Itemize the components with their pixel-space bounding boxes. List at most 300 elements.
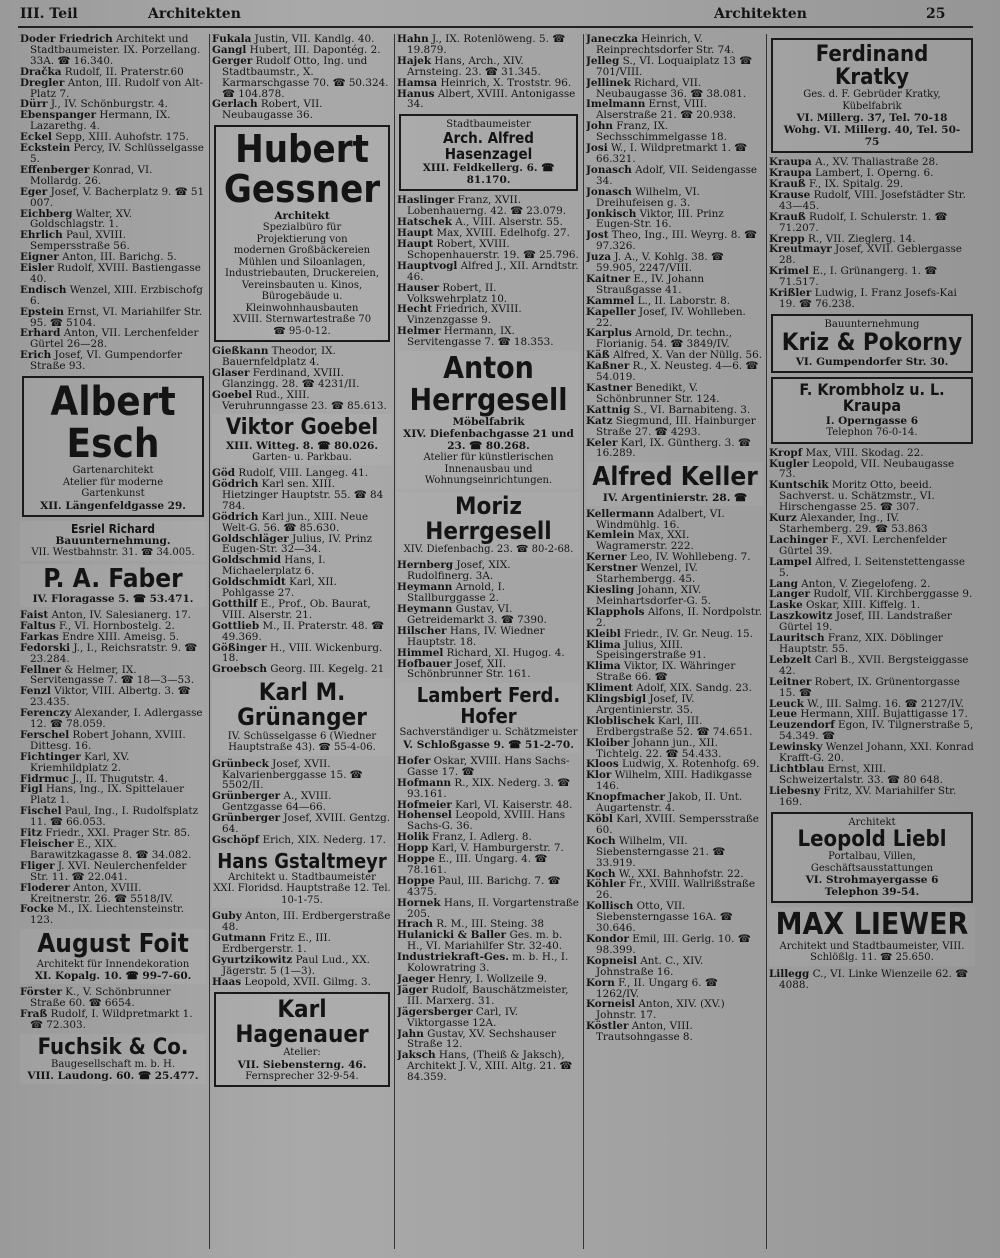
entry-details: Josef, V. Bacherplatz 9. ☎ 51 007. [30, 185, 205, 209]
entry-name: Kreutmayr [769, 243, 832, 256]
entry-details: E., IV. Johann Straußgasse 41. [596, 272, 705, 296]
entry-name: Eigner [20, 251, 59, 264]
ad-address: VI. Millerg. 37, Tel. 70-18 [796, 112, 948, 125]
entry-details: F., XVI. Lerchenfelder Gürtel 39. [779, 533, 947, 557]
entry-details: Leopold, XVII. Gilmg. 3. [241, 975, 371, 988]
directory-entry [397, 952, 580, 974]
column-4 [586, 34, 764, 1249]
ad-title: P. A. Faber [43, 563, 183, 594]
directory-entry [20, 904, 206, 926]
directory-entry [20, 328, 206, 350]
entry-name: Korn [586, 976, 615, 989]
entry-name: Groebsch [212, 663, 267, 676]
entry-details: Richard, XI. Hugog. 4. [443, 646, 565, 659]
entry-name: Ferenczy [20, 707, 72, 720]
directory-entry [212, 56, 392, 100]
advertisement-box [771, 812, 973, 904]
directory-entry [586, 694, 764, 716]
entry-name: Kraupa [769, 167, 812, 180]
entry-name: Hecht [397, 303, 433, 316]
entry-details: C., VI. Linke Wienzeile 62. ☎ 4088. [779, 967, 969, 991]
ad-title: Ferdinand Kratky [815, 42, 929, 91]
advertisement-box [769, 907, 975, 966]
entry-name: Janeczka [586, 34, 638, 45]
directory-entry [397, 261, 580, 283]
directory-entry [20, 209, 206, 231]
page-number: 25 [926, 6, 946, 22]
entry-name: Gödrich [212, 510, 259, 523]
entry-details: Rudolf, II. Praterstr.60 [61, 65, 184, 78]
entry-details: Franz, XVII. Lobenhauerng. 42. ☎ 23.079. [407, 194, 567, 218]
entry-details: Ant. C., XIV. Johnstraße 16. [596, 954, 704, 978]
entry-details: Heinrich, V. Reinprechtsdorfer Str. 74. [596, 34, 735, 56]
entry-details: S., VI. Barnabiteng. 3. [630, 403, 751, 416]
directory-entry [20, 187, 206, 209]
entry-details: Moritz Otto, beeid. Sachverst. u. Schätzmstr., VI. Hirschengasse 25. ☎ 307. [779, 479, 935, 514]
ad-subtitle: VII. Westbahnstr. 31. ☎ 34.005. [31, 547, 195, 559]
entry-name: Lebzelt [769, 653, 812, 666]
entry-details: Hans, IV. Wiedner Hauptstr. 18. [407, 624, 545, 648]
directory-entry [586, 416, 764, 438]
entry-details: Architekt und Stadtbaumeister. IX. Porzellang. 33A. ☎ 16.340. [30, 34, 201, 67]
entry-name: Hohensel [397, 809, 452, 822]
ad-subtitle: Ges. d. F. Gebrüder Kratky, Kübelfabrik [803, 89, 941, 112]
entry-details: A., XVIII. Gentzgasse 64—66. [222, 790, 332, 814]
entry-details: Friedr., XXI. Prager Str. 85. [42, 827, 191, 840]
ad-address: Möbelfabrik [452, 416, 525, 429]
entry-name: Lillegg [769, 967, 810, 980]
directory-entry [212, 555, 392, 577]
ad-title: Arch. Alfred Hasenzagel [443, 128, 534, 163]
entry-details: Percy, IV. Schlüsselgasse 5. [30, 142, 204, 165]
ad-subtitle: Garten- u. Parkbau. [252, 451, 352, 463]
entry-details: Paul Lud., XX. Jägerstr. 5 (1—3). [222, 954, 370, 977]
entry-details: Alfred J., XII. Arndtstr. 46. [407, 259, 579, 283]
column-2 [212, 34, 392, 1249]
entry-name: Lichtblau [769, 762, 825, 775]
entry-name: Lachinger [769, 533, 828, 546]
entry-details: Karl, VI. Kaiserstr. 48. [451, 798, 573, 811]
directory-entry [397, 560, 580, 582]
entry-name: Himmel [397, 646, 444, 659]
entry-details: Fritz, XV. Mariahilfer Str. 169. [779, 784, 957, 808]
entry-details: Anton, IV. Salesianerg. 17. [48, 608, 191, 621]
entry-details: Anton, XVIII. Kreitnerstr. 26. ☎ 5518/IV. [30, 881, 174, 905]
entry-details: Franz, IX. Sechsschimmelgasse 18. [596, 120, 727, 144]
entry-details: Alexander, I. Adlergasse 12. ☎ 78.059. [30, 707, 203, 731]
directory-entry [397, 854, 580, 876]
entry-name: Grünbeck [212, 757, 269, 770]
advertisement-box [397, 492, 580, 558]
entry-details: L., II. Laborstr. 8. [634, 294, 731, 307]
entry-details: Hans, Arch., XIV. Arnsteing. 23. ☎ 31.345. [407, 54, 541, 78]
entry-details: Josef, III. Landstraßer Gürtel 19. [779, 610, 952, 634]
entry-name: Laszkowitz [769, 610, 833, 623]
ad-subtitle: Projektierung von [256, 233, 348, 245]
directory-entry [212, 599, 392, 621]
directory-entry [586, 640, 764, 662]
advertisement-box [20, 521, 206, 561]
ad-subtitle: Sachverständiger u. Schätzmeister [399, 727, 578, 739]
entry-details: J., II. Thugutstr. 4. [68, 772, 169, 785]
entry-name: Hofbauer [397, 657, 452, 670]
entry-details: Robert, II. Volkswehrplatz 10. [407, 281, 508, 305]
entry-name: Josi [586, 142, 608, 155]
directory-entry [212, 577, 392, 599]
entry-details: M., II. Praterstr. 48. ☎ 49.369. [222, 619, 385, 643]
entry-name: Faist [20, 608, 49, 621]
directory-entry [212, 368, 392, 390]
entry-details: Rudolf, I. Schulerstr. 1. ☎ 71.207. [779, 210, 948, 234]
entry-name: Jaksch [397, 1049, 436, 1062]
directory-entry [20, 230, 206, 252]
entry-details: H., VIII. Wickenburg. 18. [222, 641, 383, 665]
entry-details: Julius, XIII. Speisingerstraße 91. [596, 638, 706, 662]
entry-details: Alfred, X. Van der Nüllg. 56. [609, 349, 763, 362]
directory-entry [397, 626, 580, 648]
directory-entry [397, 778, 580, 800]
entry-name: Hauptvogl [397, 259, 458, 272]
entry-details: Ludwig, X. Rotenhofg. 69. [618, 758, 760, 771]
entry-name: Hofer [397, 754, 431, 767]
ad-subtitle: Gartenkunst [81, 488, 145, 500]
directory-entry [20, 686, 206, 708]
entry-details: Fr., XVIII. Wallrißstraße 26. [596, 878, 756, 902]
ad-subtitle: Architekt u. Stadtbaumeister [228, 871, 376, 883]
entry-details: Rud., XIII. Veruhrunngasse 23. ☎ 85.613. [222, 388, 387, 412]
entry-details: J., IX. Rotenlöweng. 5. ☎ 19.879. [407, 34, 566, 56]
ad-subtitle: Architekt für Innendekoration [36, 958, 190, 970]
entry-name: Fidrmuc [20, 772, 69, 785]
entry-details: Leo, IV. Wohllebeng. 7. [626, 551, 751, 564]
directory-entry [397, 930, 580, 952]
entry-details: F., VI. Hornbostelg. 2. [55, 619, 175, 632]
directory-entry [586, 770, 764, 792]
entry-details: Ernst, XIII. Schweizertalstr. 33. ☎ 80 648. [779, 762, 943, 786]
entry-name: Hofmeier [397, 798, 452, 811]
directory-entry [212, 977, 392, 988]
entry-details: Adalbert, VI. Windmühlg. 16. [596, 507, 725, 531]
entry-name: Dračka [20, 65, 62, 78]
entry-details: Siegmund, III. Hainburger Straße 27. ☎ 4293. [596, 414, 756, 438]
directory-entry [769, 513, 975, 535]
directory-entry [397, 304, 580, 326]
entry-details: Walter, XV. Goldschlagstr. 1. [30, 207, 133, 231]
entry-name: Heymann [397, 581, 453, 594]
entry-details: Anton, XIV. (XV.) Johnstr. 17. [596, 998, 725, 1022]
entry-details: R., VII. Zieglerg. 14. [804, 232, 916, 245]
entry-name: Epstein [20, 305, 64, 318]
entry-name: Leuck [769, 697, 804, 710]
entry-name: Leue [769, 708, 798, 721]
entry-name: Hrach [397, 918, 433, 931]
directory-entry [397, 34, 580, 56]
entry-details: Egon, IV. Tilgnerstraße 5, 54.349. ☎ [779, 719, 974, 743]
entry-details: Ferdinand, XVIII. Glanzingg. 28. ☎ 4231/II. [222, 366, 360, 390]
directory-entry [769, 611, 975, 633]
page-header [0, 6, 1000, 26]
entry-details: Karl jun., XIII. Neue Welt-G. 56. ☎ 85.630. [222, 510, 369, 534]
entry-name: Gießkann [212, 345, 269, 358]
entry-details: Josef, IV. Wohlleben. 22. [596, 305, 746, 329]
directory-entry [586, 607, 764, 629]
entry-name: Kattnig [586, 403, 631, 416]
entry-details: F., II. Ungarg 6. ☎ 1262/IV. [596, 976, 718, 1000]
entry-details: R. M., III. Steing. 38 [432, 918, 545, 931]
directory-entry [586, 438, 764, 460]
ad-address: XIV. Diefenbachgasse 21 und 23. ☎ 80.268. [403, 428, 574, 453]
entry-details: Rudolf, VIII. Josefstädter Str. 43—45. [779, 188, 966, 212]
entry-name: Fitz [20, 827, 43, 840]
entry-name: Krauß [769, 178, 806, 190]
ad-title: Hans Gstaltmeyr [217, 848, 387, 873]
ad-address: VI. Strohmayergasse 6 [805, 874, 939, 887]
ad-subtitle: Atelier für moderne [62, 476, 164, 488]
entry-details: Karl, XV. Kriemhildplatz 2. [30, 750, 130, 774]
ad-title: Kriz & Pokorny [781, 328, 963, 357]
entry-name: Katz [586, 414, 613, 427]
ad-address: Wohg. VI. Millerg. 40, Tel. 50-75 [783, 124, 961, 149]
entry-details: Oskar, XIII. Kiffelg. 1. [802, 599, 921, 612]
ad-subtitle: ☎ 95-0-12. [273, 325, 331, 337]
entry-name: Klima [586, 660, 621, 673]
entry-details: Arnold, Dr. techn., Florianig. 54. ☎ 3849/IV. [596, 327, 733, 351]
directory-entry [586, 165, 764, 187]
entry-details: Ernst, VIII. Alserstraße 21. ☎ 20.938. [596, 98, 737, 122]
entry-details: Josef, XVII. Kalvarienberggasse 15. ☎ 5502/II. [222, 757, 363, 792]
directory-entry [769, 288, 975, 310]
entry-details: Josef, XII. Schönbrunner Str. 161. [407, 657, 531, 681]
directory-entry [20, 752, 206, 774]
entry-name: Lewinsky [769, 741, 823, 754]
entry-name: Grünberger [212, 812, 281, 825]
directory-entry [212, 933, 392, 955]
entry-name: Figl [20, 783, 43, 796]
directory-entry [397, 985, 580, 1007]
directory-entry [586, 307, 764, 329]
entry-details: Robert, IX. Grünentorgasse 15. ☎ [779, 675, 960, 699]
entry-details: Franz, XIX. Döblinger Hauptstr. 55. [779, 632, 943, 655]
directory-entry [586, 1021, 764, 1043]
entry-details: Robert, XVIII. Schopenhauerstr. 19. ☎ 25.796. [407, 237, 579, 261]
directory-entry [397, 195, 580, 217]
directory-entry [586, 956, 764, 978]
ad-title: MAX LIEWER [775, 907, 969, 943]
entry-name: Göd [212, 467, 236, 480]
entry-name: Goebel [212, 388, 253, 401]
entry-name: Ferschel [20, 728, 70, 741]
entry-name: Koch [586, 867, 616, 880]
directory-entry [586, 361, 764, 383]
directory-entry [769, 764, 975, 786]
directory-entry [586, 56, 764, 78]
entry-details: Anton, VIII. Trautsohngasse 8. [596, 1020, 693, 1044]
directory-entry [769, 655, 975, 677]
ad-subtitle: Fernsprecher 32-9-54. [245, 1070, 359, 1082]
directory-entry [20, 165, 206, 187]
directory-entry [397, 56, 580, 78]
directory-entry [397, 326, 580, 348]
ad-address: IV. Floragasse 5. ☎ 53.471. [32, 592, 194, 605]
ad-title: Moriz Herrgesell [425, 491, 552, 545]
entry-details: Robert Johann, XVIII. Dittesg. 16. [30, 728, 186, 752]
directory-entry [586, 187, 764, 209]
directory-entry [586, 274, 764, 296]
entry-details: Richard, VII. Neubaugasse 36. ☎ 38.081. [596, 76, 747, 100]
ad-address: XII. Längenfeldgasse 29. [40, 499, 186, 512]
ad-title: F. Krombholz u. L. Kraupa [799, 379, 945, 416]
ad-title: Alfred Keller [592, 462, 758, 493]
entry-name: Förster [20, 986, 62, 999]
entry-details: Hans, I. Michaelerplatz 6. [222, 554, 326, 578]
ad-address: Architekt [274, 210, 330, 223]
directory-entry [769, 535, 975, 557]
entry-name: Gotthilf [212, 597, 258, 610]
entry-name: Koch [586, 834, 616, 847]
directory-entry [20, 883, 206, 905]
directory-entry [586, 34, 764, 56]
entry-details: Paul, III. Barichg. 7. ☎ 4375. [407, 874, 561, 898]
entry-name: Kleibl [586, 627, 621, 640]
directory-entry [586, 121, 764, 143]
ad-title: Albert Esch [50, 379, 176, 468]
entry-name: Kiesling [586, 583, 635, 596]
directory-entry [586, 901, 764, 934]
advertisement-box [399, 114, 578, 191]
entry-name: Farkas [20, 630, 59, 643]
entry-details: Paul, XVIII. Sempersstraße 56. [30, 229, 130, 253]
entry-details: Josef, XVII. Geblergasse 28. [779, 243, 962, 267]
entry-details: Adolf, XIX. Sandg. 23. [632, 682, 752, 695]
directory-entry [586, 792, 764, 814]
entry-name: Kaßner [586, 360, 630, 373]
entry-details: Viktor, VIII. Albertg. 3. ☎ 23.435. [30, 685, 191, 709]
advertisement-box [212, 414, 392, 465]
entry-name: Lang [769, 577, 798, 590]
ad-subtitle: Architekt [848, 816, 896, 828]
entry-name: Fischel [20, 805, 62, 818]
advertisement-box [212, 849, 392, 909]
column-5 [769, 34, 975, 1249]
entry-details: Anton, VII. Lerchenfelder Gürtel 26—28. [30, 327, 199, 351]
ad-subtitle: Bauunternehmung [824, 318, 920, 330]
running-title-left: Architekten [148, 6, 241, 22]
advertisement-box [771, 314, 973, 373]
entry-name: Hajek [397, 54, 432, 67]
entry-name: Eger [20, 185, 48, 198]
advertisement-box [397, 351, 580, 489]
entry-name: Kloiber [586, 736, 630, 749]
ad-title: Leopold Liebl [797, 827, 947, 853]
entry-details: Gustav, VI. Getreidemarkt 3. ☎ 7390. [407, 603, 547, 626]
ad-address: XIII. Feldkellerg. 6. ☎ 81.170. [422, 162, 555, 187]
entry-details: Josef, IV. Argentinierstr. 35. [596, 693, 695, 716]
directory-entry [212, 479, 392, 512]
directory-entry [20, 730, 206, 752]
entry-name: Liebesny [769, 784, 821, 797]
entry-name: Gerlach [212, 98, 258, 111]
entry-name: Goldschmidt [212, 576, 286, 589]
directory-entry [212, 664, 392, 675]
entry-details: Lambert, I. Operng. 6. [811, 167, 934, 180]
entry-details: Ludwig, I. Franz Josefs-Kai 19. ☎ 76.238. [779, 287, 957, 310]
directory-entry [397, 876, 580, 898]
directory-entry [212, 835, 392, 846]
ad-title: Fuchsik & Co. [37, 1034, 189, 1060]
entry-name: Gschöpf [212, 834, 260, 846]
entry-name: Klor [586, 769, 612, 782]
directory-entry [769, 480, 975, 513]
entry-name: Haupt [397, 227, 434, 240]
advertisement-box [397, 683, 580, 753]
entry-details: Rudolf, Bauschätzmeister, III. Marxerg. 31. [407, 983, 569, 1007]
entry-details: E., Prof., Ob. Baurat, VIII. Alserstr. 21. [222, 597, 371, 621]
advertisement-box [22, 376, 204, 517]
entry-name: Jonasch [586, 185, 632, 198]
advertisement-box [212, 678, 392, 755]
entry-name: Fukala [212, 34, 252, 45]
directory-entry [586, 209, 764, 231]
entry-details: Ernst, VI. Mariahilfer Str. 95. ☎ 5104. [30, 305, 203, 329]
advertisement-box [771, 377, 973, 444]
entry-name: Grünberger [212, 790, 281, 803]
entry-details: Franz, I. Adlerg. 8. [428, 831, 532, 844]
entry-name: Hofmann [397, 776, 452, 789]
directory-entry [212, 813, 392, 835]
entry-details: Rudolf, VII. Kirchberggasse 9. [809, 588, 973, 601]
directory-entry [586, 738, 764, 760]
entry-details: J., I., Reichsratstr. 9. ☎ 23.284. [30, 641, 198, 665]
entry-name: Krauß [769, 210, 806, 223]
entry-name: Lampel [769, 555, 812, 568]
entry-name: Karplus [586, 327, 632, 340]
directory-entry [397, 89, 580, 111]
entry-name: Kammel [586, 294, 635, 307]
entry-name: Fellner [20, 663, 61, 676]
entry-details: Heinrich, X. Troststr. 96. [437, 76, 572, 89]
ad-subtitle: Spezialbüro für [262, 222, 342, 234]
directory-entry [586, 934, 764, 956]
entry-name: Kliment [586, 682, 633, 695]
entry-details: Viktor, III. Prinz Eugen-Str. 16. [596, 207, 724, 231]
entry-details: Justin, VII. Kandlg. 40. [251, 34, 375, 45]
entry-details: & Helmer, IX. Servitengasse 7. ☎ 18—3—53. [30, 663, 195, 687]
entry-details: Konrad, VI. Mollardg. 26. [30, 163, 153, 187]
entry-details: W., I. Wildpretmarkt 1. ☎ 66.321. [596, 142, 748, 165]
entry-name: Erhard [20, 327, 61, 340]
entry-name: Kraupa [769, 156, 812, 169]
entry-name: Kloblischek [586, 714, 655, 727]
entry-name: Fenzl [20, 685, 51, 698]
ad-title: Lambert Ferd. Hofer [416, 683, 561, 729]
entry-name: Industriekraft-Ges. [397, 951, 509, 964]
entry-details: E., XIX. Barawitzkagasse 8. ☎ 34.082. [30, 838, 192, 861]
directory-entry [212, 759, 392, 792]
directory-entry [212, 791, 392, 813]
directory-entry [586, 328, 764, 350]
entry-details: Friedrich, XVIII. Vinzenzgasse 9. [407, 303, 522, 327]
directory-entry [769, 677, 975, 699]
entry-name: Hauser [397, 281, 440, 294]
entry-details: Alfred, I. Seitenstettengasse 5. [779, 555, 966, 579]
advertisement-box [214, 992, 390, 1087]
entry-name: Kloos [586, 758, 619, 771]
entry-details: Anton, III. Rudolf von Alt-Platz 7. [30, 76, 204, 100]
entry-name: Korneisl [586, 998, 636, 1011]
entry-details: J., IV. Schönburgstr. 4. [47, 98, 168, 111]
entry-name: Fliger [20, 859, 55, 872]
ad-title: Karl M. Grünanger [237, 678, 367, 732]
